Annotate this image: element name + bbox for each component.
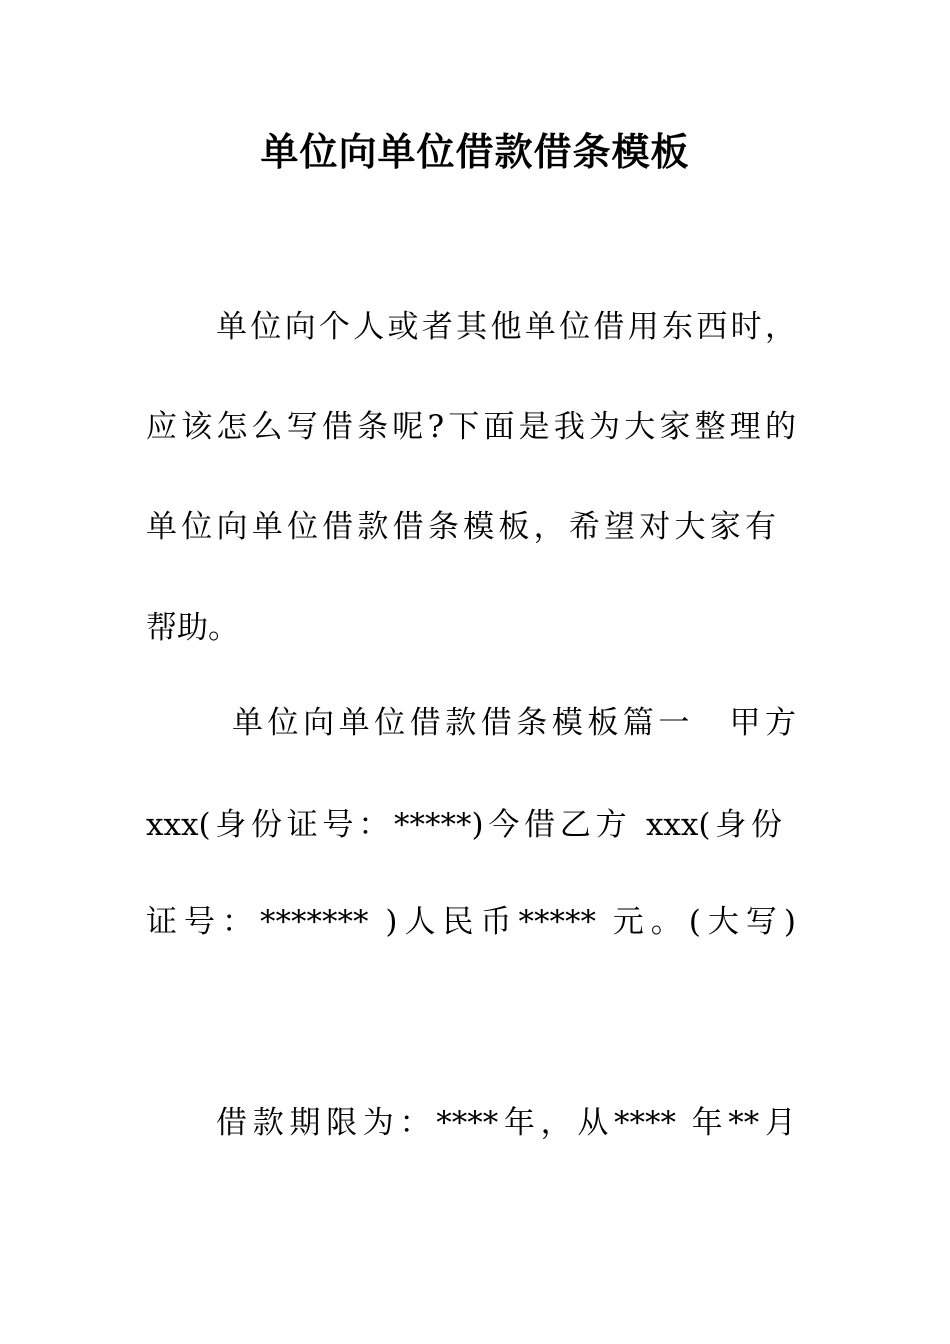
paragraph-line: 证号：******* )人民币***** 元。(大写) [146,904,796,940]
paragraph-line: 单位向个人或者其他单位借用东西时， [216,309,796,345]
document-title: 单位向单位借款借条模板 [260,130,690,174]
paragraph-line: 帮助。 [146,610,239,646]
paragraph-line: 借款期限为：****年，从**** 年**月 [216,1105,796,1141]
paragraph-line: 应该怎么写借条呢?下面是我为大家整理的 [146,409,796,445]
paragraph-line: 单位向单位借款借条模板，希望对大家有 [146,509,776,545]
paragraph-line: xxx(身份证号：*****)今借乙方 xxx(身份 [146,807,782,843]
paragraph-line: 单位向单位借款借条模板篇一 甲方 [232,705,796,741]
